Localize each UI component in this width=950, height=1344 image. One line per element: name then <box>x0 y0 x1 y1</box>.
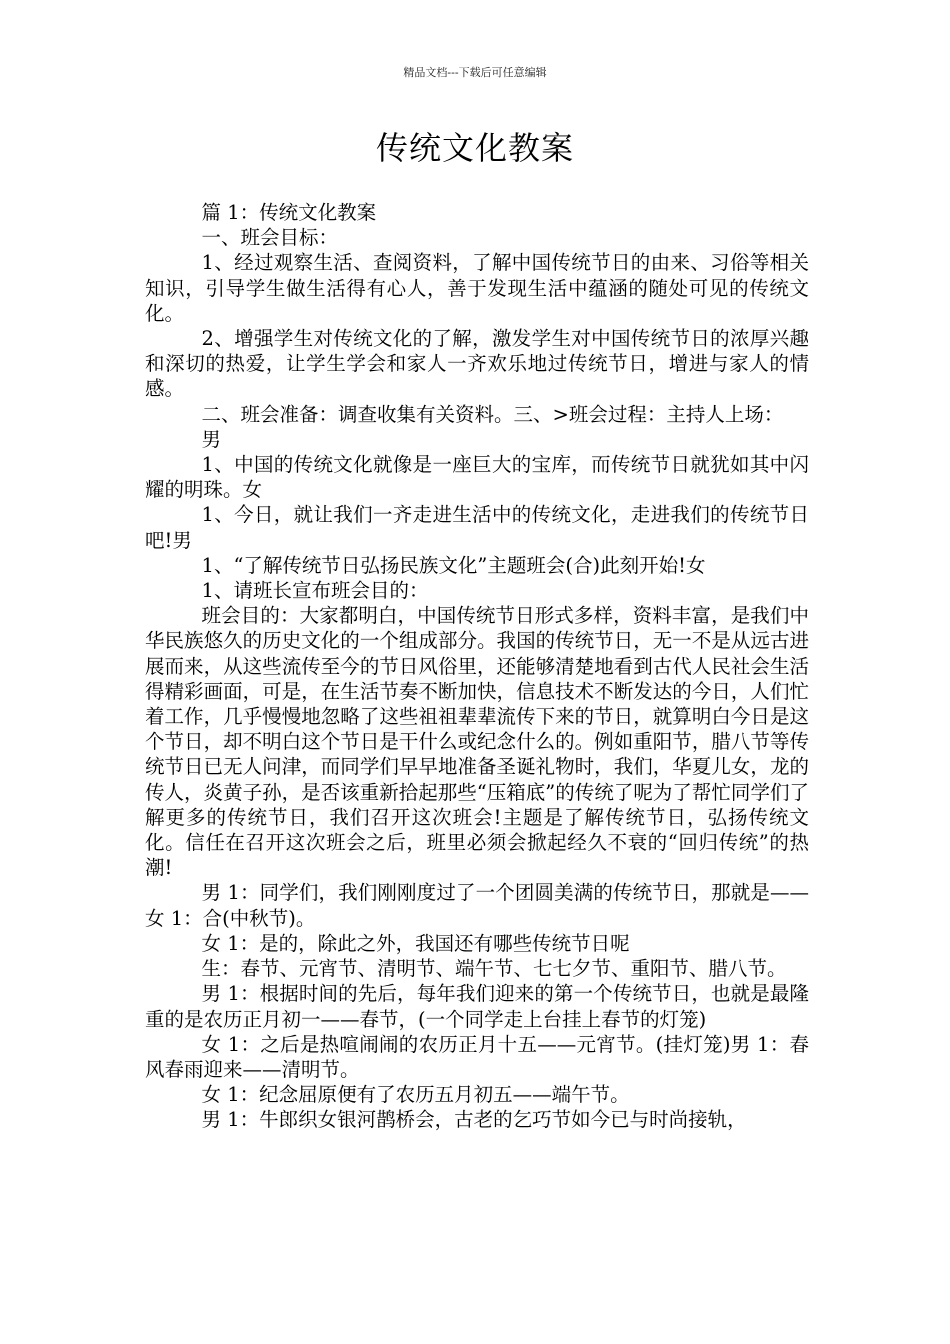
paragraph: 男 <box>201 427 222 451</box>
paragraph: 2、增强学生对传统文化的了解，激发学生对中国传统节日的浓厚兴趣和深切的热爱，让学生学会和家人一齐欢乐地过传统节日，增进与家人的情感。 <box>145 327 809 401</box>
paragraph: 二、班会准备：调查收集有关资料。三、>班会过程：主持人上场： <box>201 402 784 426</box>
paragraph: 女 1：纪念屈原便有了农历五月初五——端午节。 <box>201 1083 630 1107</box>
paragraph: 1、今日，就让我们一齐走进生活中的传统文化，走进我们的传统节日吧!男 <box>145 503 809 552</box>
paragraph: 男 1：同学们，我们刚刚度过了一个团圆美满的传统节日，那就是——女 1：合(中秋节)。 <box>145 881 809 930</box>
paragraph: 女 1：之后是热喧闹闹的农历正月十五——元宵节。(挂灯笼)男 1：春风春雨迎来——清明节。 <box>145 1032 809 1081</box>
paragraph: 班会目的：大家都明白，中国传统节日形式多样，资料丰富，是我们中华民族悠久的历史文化的一个组成部分。我国的传统节日，无一不是从远古进展而来，从这些流传至今的节日风俗里，还能够清楚地看到古代人民社会生活得精彩画面，可是，在生活节奏不断加快，信息技术不断发达的今日，人们忙着工作，几乎慢慢地忽略了这些祖祖辈辈流传下来的节日，就算明白今日是这个节日，却不明白这个节日是干什么或纪念什么的。例如重阳节，腊八节等传统节日已无人问津，而同学们早早地准备圣诞礼物时，我们，华夏儿女，龙的传人，炎黄子孙，是否该重新拾起那些“压箱底”的传统了呢为了帮忙同学们了解更多的传统节日，我们召开这次班会!主题是了解传统节日，弘扬传统文化。信任在召开这次班会之后，班里必须会掀起经久不衰的“回归传统”的热潮! <box>145 604 809 880</box>
paragraph: 女 1：是的，除此之外，我国还有哪些传统节日呢 <box>201 931 630 955</box>
paragraph: 1、中国的传统文化就像是一座巨大的宝库，而传统节日就犹如其中闪耀的明珠。女 <box>145 453 809 502</box>
paragraph: 1、经过观察生活、查阅资料，了解中国传统节日的由来、习俗等相关知识，引导学生做生活得有心人，善于发现生活中蕴涵的随处可见的传统文化。 <box>145 251 809 325</box>
paragraph: 男 1：牛郎织女银河鹊桥会，古老的乞巧节如今已与时尚接轨， <box>201 1108 747 1132</box>
paragraph: 男 1：根据时间的先后，每年我们迎来的第一个传统节日，也就是最隆重的是农历正月初一——春节，(一个同学走上台挂上春节的灯笼) <box>145 982 809 1031</box>
page-header: 精品文档---下载后可任意编辑 <box>403 66 547 79</box>
paragraph: 一、班会目标： <box>201 226 339 250</box>
paragraph: 生：春节、元宵节、清明节、端午节、七七夕节、重阳节、腊八节。 <box>201 957 787 981</box>
document-title: 传统文化教案 <box>375 129 574 167</box>
paragraph: 1、请班长宣布班会目的： <box>201 579 429 603</box>
document-body <box>145 200 809 1133</box>
paragraph: 1、“了解传统节日弘扬民族文化”主题班会(合)此刻开始!女 <box>201 553 706 577</box>
paragraph: 篇 1：传统文化教案 <box>201 201 377 224</box>
